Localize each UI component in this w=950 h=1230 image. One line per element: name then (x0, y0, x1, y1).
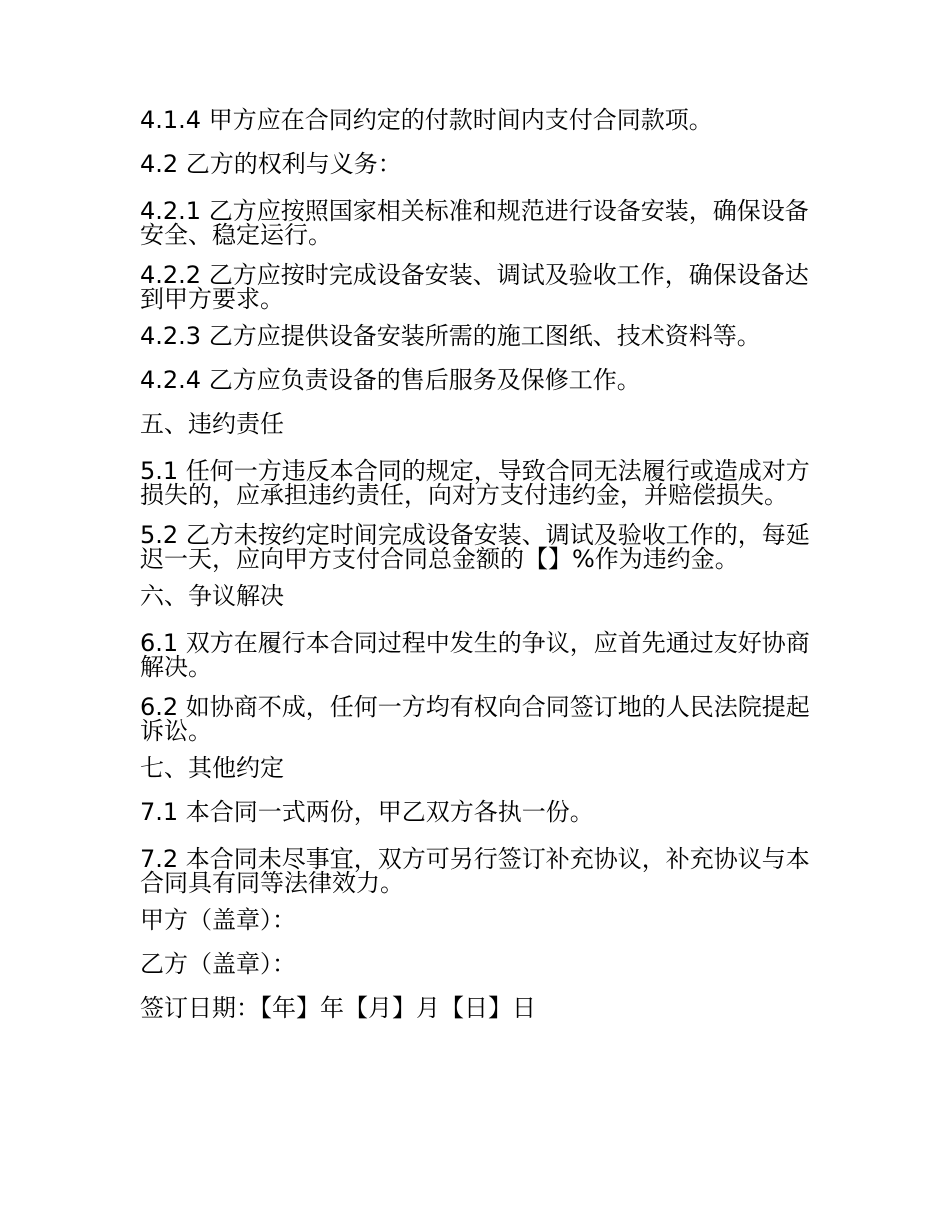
clause-4-2-1: 4.2.1 乙方应按照国家相关标准和规范进行设备安装，确保设备安全、稳定运行。 (140, 197, 809, 249)
clause-4-1-4: 4.1.4 甲方应在合同约定的付款时间内支付合同款项。 (140, 106, 713, 134)
clause-4-2-4: 4.2.4 乙方应负责设备的售后服务及保修工作。 (140, 366, 641, 394)
party-b-seal-line: 乙方（盖章）： (140, 950, 296, 978)
signing-date-line: 签订日期：【年】年【月】月【日】日 (140, 994, 536, 1022)
clause-7-2: 7.2 本合同未尽事宜，双方可另行签订补充协议，补充协议与本合同具有同等法律效力。 (140, 845, 810, 897)
section-5-heading: 五、违约责任 (140, 410, 284, 438)
clause-4-2-3: 4.2.3 乙方应提供设备安装所需的施工图纸、技术资料等。 (140, 322, 761, 350)
section-7-heading: 七、其他约定 (140, 754, 284, 782)
clause-5-1: 5.1 任何一方违反本合同的规定，导致合同无法履行或造成对方损失的，应承担违约责任，向对方支付违约金，并赔偿损失。 (140, 457, 810, 509)
clause-6-2: 6.2 如协商不成，任何一方均有权向合同签订地的人民法院提起诉讼。 (140, 693, 810, 745)
clause-6-1: 6.1 双方在履行本合同过程中发生的争议，应首先通过友好协商解决。 (140, 629, 810, 681)
clause-5-2: 5.2 乙方未按约定时间完成设备安装、调试及验收工作的，每延迟一天，应向甲方支付合同总金额的【】%作为违约金。 (140, 521, 810, 573)
section-6-heading: 六、争议解决 (140, 582, 284, 610)
section-4-2-heading: 4.2 乙方的权利与义务： (140, 150, 402, 178)
clause-7-1: 7.1 本合同一式两份，甲乙双方各执一份。 (140, 798, 594, 826)
party-a-seal-line: 甲方（盖章）： (140, 906, 296, 934)
clause-4-2-2: 4.2.2 乙方应按时完成设备安装、调试及验收工作，确保设备达到甲方要求。 (140, 261, 809, 313)
document-body (140, 103, 810, 1035)
